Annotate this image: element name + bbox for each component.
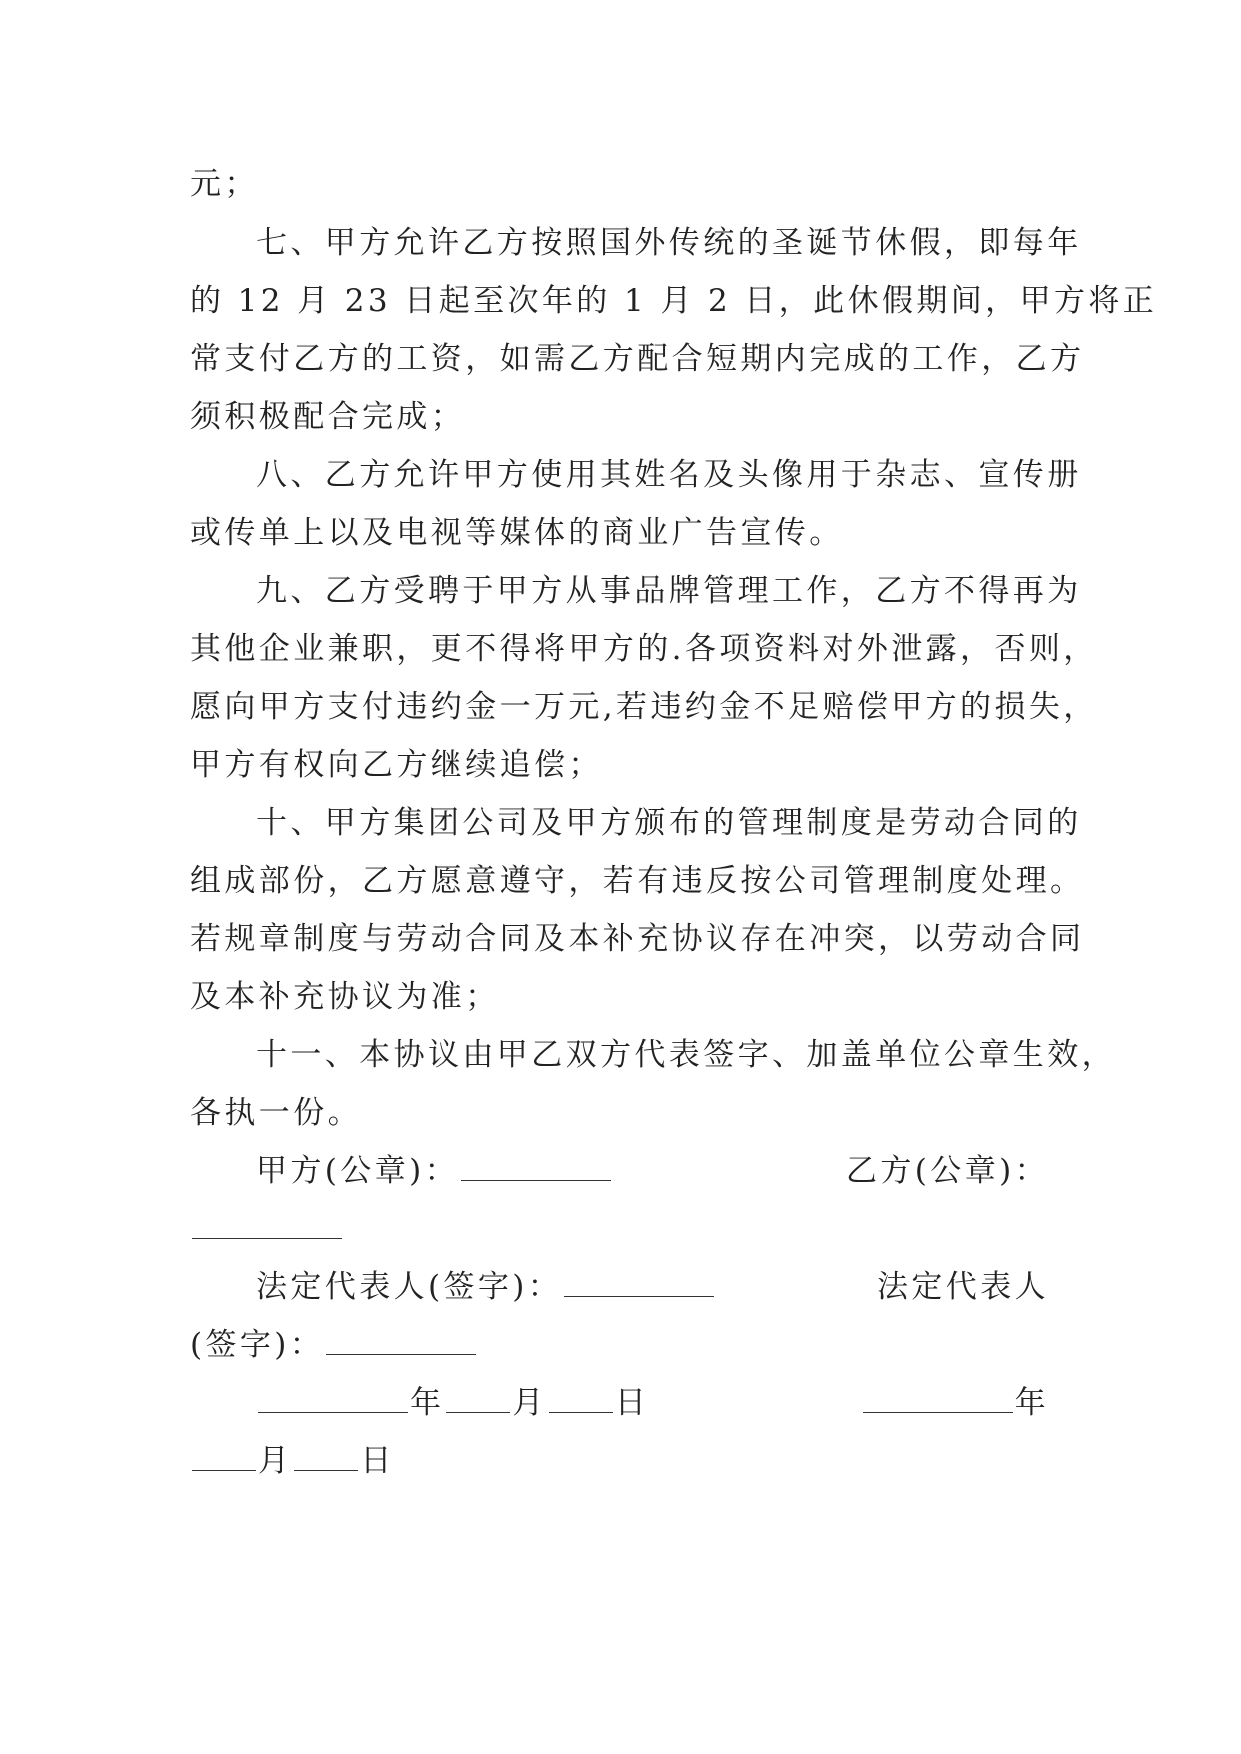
party-b-rep-blank[interactable]: [326, 1330, 476, 1355]
clause-9-line-3: 愿向甲方支付违约金一万元,若违约金不足赔偿甲方的损失，: [190, 689, 1098, 725]
year-label: 年: [1014, 1385, 1049, 1421]
clause-10-line-4: 及本补充协议为准；: [190, 979, 500, 1015]
clause-8-line-2: 或传单上以及电视等媒体的商业广告宣传。: [190, 515, 844, 551]
party-a-date-line: [256, 1374, 649, 1432]
party-a-seal-blank[interactable]: [461, 1156, 611, 1181]
party-a-rep-blank[interactable]: [564, 1272, 714, 1297]
clause-11-line-2: 各执一份。: [190, 1095, 362, 1131]
party-b-day-blank[interactable]: [294, 1446, 358, 1471]
party-a-month-blank[interactable]: [446, 1388, 510, 1413]
party-a-rep-label: 法定代表人(签字)：: [256, 1269, 563, 1305]
text-line: 元；: [190, 166, 259, 202]
month-label: 月: [258, 1443, 293, 1479]
clause-10-line-1: 十、甲方集团公司及甲方颁布的管理制度是劳动合同的: [256, 805, 1082, 841]
month-label: 月: [512, 1385, 547, 1421]
clause-10-line-3: 若规章制度与劳动合同及本补充协议存在冲突，以劳动合同: [190, 921, 1085, 957]
party-b-seal-label: 乙方(公章)：: [846, 1153, 1049, 1189]
party-a-rep-line: [256, 1258, 716, 1316]
day-label: 日: [614, 1385, 650, 1421]
party-b-seal-blank[interactable]: [192, 1214, 342, 1239]
clause-8-line-1: 八、乙方允许甲方使用其姓名及头像用于杂志、宣传册: [256, 457, 1082, 493]
party-a-year-blank[interactable]: [258, 1388, 408, 1413]
party-b-seal-line: [190, 1200, 344, 1258]
party-a-seal-line: [256, 1142, 613, 1200]
clause-9-line-4: 甲方有权向乙方继续追偿；: [190, 747, 603, 783]
party-b-rep-label-cont: (签字)：: [190, 1327, 325, 1363]
party-a-seal-label: 甲方(公章)：: [256, 1153, 459, 1189]
party-b-rep-label: 法定代表人: [877, 1269, 1049, 1305]
clause-7-line-4: 须积极配合完成；: [190, 399, 466, 435]
party-b-rep-line: [190, 1316, 478, 1374]
clause-7-line-2: 的 12 月 23 日起至次年的 1 月 2 日，此休假期间，甲方将正: [190, 283, 1158, 319]
party-b-date-line: [190, 1432, 395, 1490]
clause-7-line-3: 常支付乙方的工资，如需乙方配合短期内完成的工作，乙方: [190, 341, 1085, 377]
clause-9-line-2: 其他企业兼职，更不得将甲方的.各项资料对外泄露，否则，: [190, 631, 1098, 667]
clause-10-line-2: 组成部份，乙方愿意遵守，若有违反按公司管理制度处理。: [190, 863, 1085, 899]
party-b-month-blank[interactable]: [192, 1446, 256, 1471]
year-label: 年: [410, 1385, 445, 1421]
clause-9-line-1: 九、乙方受聘于甲方从事品牌管理工作，乙方不得再为: [256, 573, 1082, 609]
clause-11-line-1: 十一、本协议由甲乙双方代表签字、加盖单位公章生效，: [256, 1037, 1116, 1073]
day-label: 日: [360, 1443, 395, 1479]
party-b-year-blank[interactable]: [863, 1388, 1013, 1413]
clause-7-line-1: 七、甲方允许乙方按照国外传统的圣诞节休假，即每年: [256, 225, 1082, 261]
party-a-day-blank[interactable]: [549, 1388, 613, 1413]
party-b-year-line: [861, 1374, 1049, 1432]
